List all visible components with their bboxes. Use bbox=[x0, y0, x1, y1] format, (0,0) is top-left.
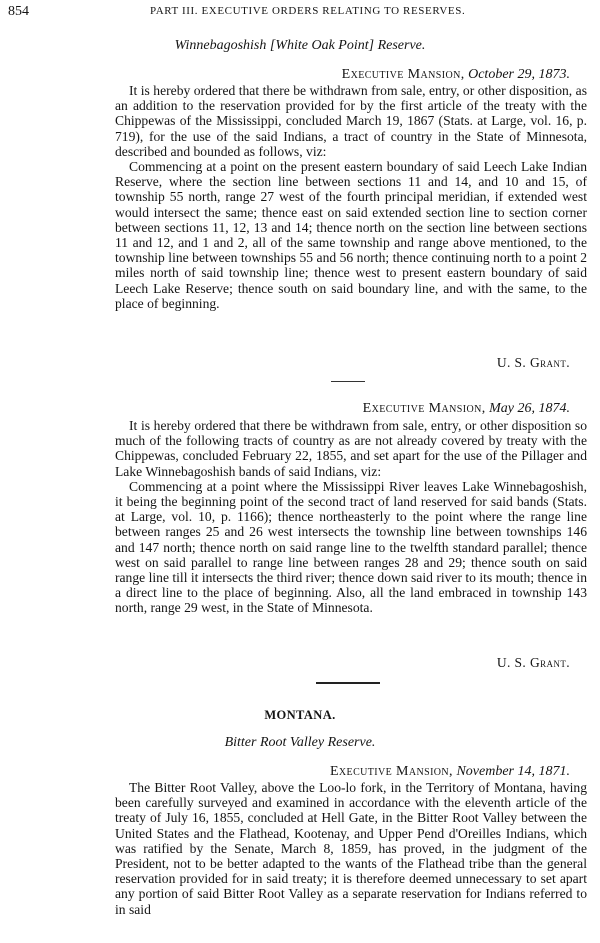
order-paragraph: It is hereby ordered that there be withdrawn from sale, entry, or other disposition, as an addition to the reservation provided for by the first article of the treaty with the Chippewas of the Mississippi, concluded March 19, 1867 (Stats. at Large, vol. 16, p. 719), for the use of the said Indians, a tract of country in the State of Minnesota, described and bounded as follows, viz: bbox=[115, 83, 587, 159]
dateline-1871 bbox=[330, 764, 570, 780]
reserve-title-bitter-root: Bitter Root Valley Reserve. bbox=[224, 735, 376, 750]
dateline-date: November 14, 1871. bbox=[456, 764, 570, 779]
running-title: PART III. EXECUTIVE ORDERS RELATING TO RESERVES. bbox=[150, 5, 466, 17]
order-1873-text bbox=[115, 83, 587, 311]
state-heading-montana: MONTANA. bbox=[264, 708, 336, 722]
dateline-date: May 26, 1874. bbox=[489, 401, 570, 416]
order-paragraph: It is hereby ordered that there be withdrawn from sale, entry, or other disposition so much of the following tracts of country as are not already covered by treaty with the Chippewas, concluded February 22, 1855, and set apart for the use of the Pillager and Lake Winnebagoshish bands of said Indians, viz: bbox=[115, 418, 587, 479]
running-head bbox=[8, 4, 592, 26]
signature-1873: U. S. Grant. bbox=[496, 355, 570, 370]
dateline-place: Executive Mansion, bbox=[341, 67, 465, 82]
dateline-date: October 29, 1873. bbox=[468, 67, 570, 82]
order-1871-text bbox=[115, 780, 587, 940]
order-paragraph: Commencing at a point where the Mississippi River leaves Lake Winnebagoshish, it being the beginning point of the second tract of land reserved for said bands (Stats. at Large, vol. 10, p. 1166); thence northeasterly to the point where the range line between ranges 25 and 26 west intersects the township line between townships 146 and 147 north; thence north on said range line to the twelfth standard parallel; thence west on said parallel to range line between ranges 28 and 29; thence south on said range line till it intersects the third river; thence down said river to its mouth; thence in a direct line to the place of beginning. Also, all the land embraced in township 143 north, range 29 west, in the State of Minnesota. bbox=[115, 478, 587, 616]
order-paragraph: Commencing at a point on the present eastern boundary of said Leech Lake Indian Reserve, where the section line between sections 11 and 14, and 10 and 15, of township 55 north, range 27 west of the fourth principal meridian, if extended west would intersect the same; thence east on said extended section line to section corner between sections 11, 12, 13 and 14; thence north on the section line between sections 11 and 12, and 1 and 2, all of the same township and range above mentioned, to the township line between townships 55 and 56 north; thence continuing north to a point 2 miles north of said township line; thence west to present eastern boundary of said Leech Lake Reserve; thence south on said boundary line, and with the same, to the place of beginning. bbox=[115, 159, 587, 311]
state-divider bbox=[316, 682, 380, 684]
page-number: 854 bbox=[8, 4, 29, 19]
section-divider bbox=[331, 381, 365, 382]
signature-1874: U. S. Grant. bbox=[496, 655, 570, 670]
dateline-place: Executive Mansion, bbox=[329, 764, 453, 779]
reserve-title-winnebagoshish: Winnebagoshish [White Oak Point] Reserve. bbox=[174, 38, 426, 53]
dateline-place: Executive Mansion, bbox=[362, 401, 486, 416]
order-paragraph: The Bitter Root Valley, above the Loo-lo fork, in the Territory of Montana, having been carefully surveyed and examined in accordance with the eleventh article of the treaty of July 16, 1855, concluded at Hell Gate, in the Bitter Root Valley between the United States and the Flathead, Kootenay, and Upper Pend d'Oreilles Indians, which was ratified by the Senate, March 8, 1859, has proved, in the judgment of the President, not to be better adapted to the wants of the Flathead tribe than the general reservation provided for in said treaty; it is therefore deemed unnecessary to set apart any portion of said Bitter Root Valley as a separate reservation for Indians referred to in said bbox=[115, 780, 587, 917]
order-1874-text bbox=[115, 418, 587, 616]
dateline-1873 bbox=[342, 67, 570, 83]
dateline-1874 bbox=[363, 401, 570, 417]
